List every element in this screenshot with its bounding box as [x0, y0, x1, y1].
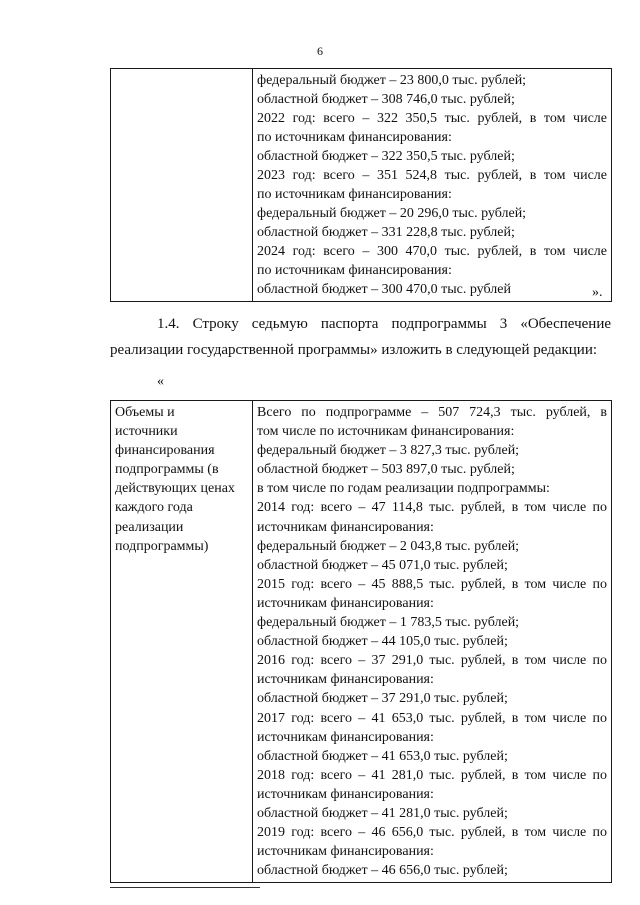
funding-line: областной бюджет – 322 350,5 тыс. рублей;: [257, 149, 515, 164]
funding-line: источникам финансирования:: [257, 519, 434, 535]
funding-line: федеральный бюджет – 2 043,8 тыс. рублей;: [257, 538, 520, 554]
row-title-line: подпрограммы): [115, 538, 209, 554]
funding-line: федеральный бюджет – 1 783,5 тыс. рублей;: [257, 615, 520, 631]
funding-line: областной бюджет – 46 656,0 тыс. рублей;: [257, 863, 508, 879]
funding-line: областной бюджет – 41 281,0 тыс. рублей;: [257, 805, 508, 821]
funding-line: Всего по подпрограмме – 507 724,3 тыс. рублей, в: [257, 405, 607, 420]
funding-line: 2017 год: всего – 41 653,0 тыс. рублей, в том числе по: [257, 710, 607, 726]
passport-table-continuation: [110, 68, 612, 302]
closing-quote: ».: [592, 285, 603, 300]
row-title-line: Объемы и: [115, 405, 175, 420]
table1-left-cell: [111, 69, 253, 302]
table2-left-cell: [111, 401, 253, 883]
page-number: 6: [317, 44, 323, 58]
funding-line: источникам финансирования:: [257, 844, 434, 860]
funding-line: областной бюджет – 45 071,0 тыс. рублей;: [257, 557, 508, 573]
passport-table-row-seven: [110, 400, 612, 883]
row-title-line: подпрограммы (в: [115, 462, 219, 478]
funding-line: 2014 год: всего – 47 114,8 тыс. рублей, в том числе по: [257, 500, 607, 516]
funding-line: областной бюджет – 41 653,0 тыс. рублей;: [257, 748, 508, 764]
funding-line: источникам финансирования:: [257, 595, 434, 611]
funding-line: источникам финансирования:: [257, 786, 434, 802]
funding-line: областной бюджет – 37 291,0 тыс. рублей;: [257, 691, 508, 707]
funding-line: источникам финансирования:: [257, 672, 434, 688]
funding-line: 2019 год: всего – 46 656,0 тыс. рублей, в том числе по: [257, 825, 607, 841]
table-row: [111, 69, 612, 302]
table1-right-cell: [253, 69, 612, 302]
funding-line: областной бюджет – 331 228,8 тыс. рублей;: [257, 225, 515, 240]
funding-line: источникам финансирования:: [257, 729, 434, 745]
funding-line: по источникам финансирования:: [257, 187, 452, 202]
funding-line: областной бюджет – 44 105,0 тыс. рублей;: [257, 634, 508, 650]
funding-line: в том числе по годам реализации подпрограммы:: [257, 481, 550, 497]
funding-line: федеральный бюджет – 3 827,3 тыс. рублей;: [257, 443, 520, 459]
funding-line: областной бюджет – 308 746,0 тыс. рублей;: [257, 92, 515, 107]
row-title-line: каждого года: [115, 500, 193, 516]
funding-line: 2023 год: всего – 351 524,8 тыс. рублей, в том числе: [257, 168, 607, 183]
funding-line: 2024 год: всего – 300 470,0 тыс. рублей, в том числе: [257, 244, 607, 259]
table-row: [111, 401, 612, 883]
table2-right-cell: [253, 401, 612, 883]
funding-line: федеральный бюджет – 23 800,0 тыс. рублей;: [257, 73, 527, 88]
row-title-line: реализации: [115, 519, 184, 535]
funding-line: том числе по источникам финансирования:: [257, 424, 515, 440]
row-title-line: действующих ценах: [115, 481, 235, 497]
funding-line: по источникам финансирования:: [257, 263, 452, 278]
funding-line: федеральный бюджет – 20 296,0 тыс. рублей;: [257, 206, 527, 221]
opening-quote: «: [157, 374, 164, 389]
footnote-separator: [110, 887, 260, 888]
funding-line: по источникам финансирования:: [257, 130, 452, 145]
funding-line: областной бюджет – 503 897,0 тыс. рублей;: [257, 462, 515, 478]
funding-line: 2016 год: всего – 37 291,0 тыс. рублей, в том числе по: [257, 653, 607, 669]
paragraph-line-1: 1.4. Строку седьмую паспорта подпрограммы 3 «Обеспечение: [157, 316, 611, 332]
funding-line: областной бюджет – 300 470,0 тыс. рублей: [257, 282, 511, 297]
funding-line: 2022 год: всего – 322 350,5 тыс. рублей, в том числе: [257, 111, 607, 126]
row-title-line: финансирования: [115, 443, 215, 459]
funding-line: 2018 год: всего – 41 281,0 тыс. рублей, в том числе по: [257, 767, 607, 783]
paragraph-line-2: реализации государственной программы» изложить в следующей редакции:: [110, 342, 598, 358]
funding-line: 2015 год: всего – 45 888,5 тыс. рублей, в том числе по: [257, 576, 607, 592]
row-title-line: источники: [115, 424, 178, 440]
